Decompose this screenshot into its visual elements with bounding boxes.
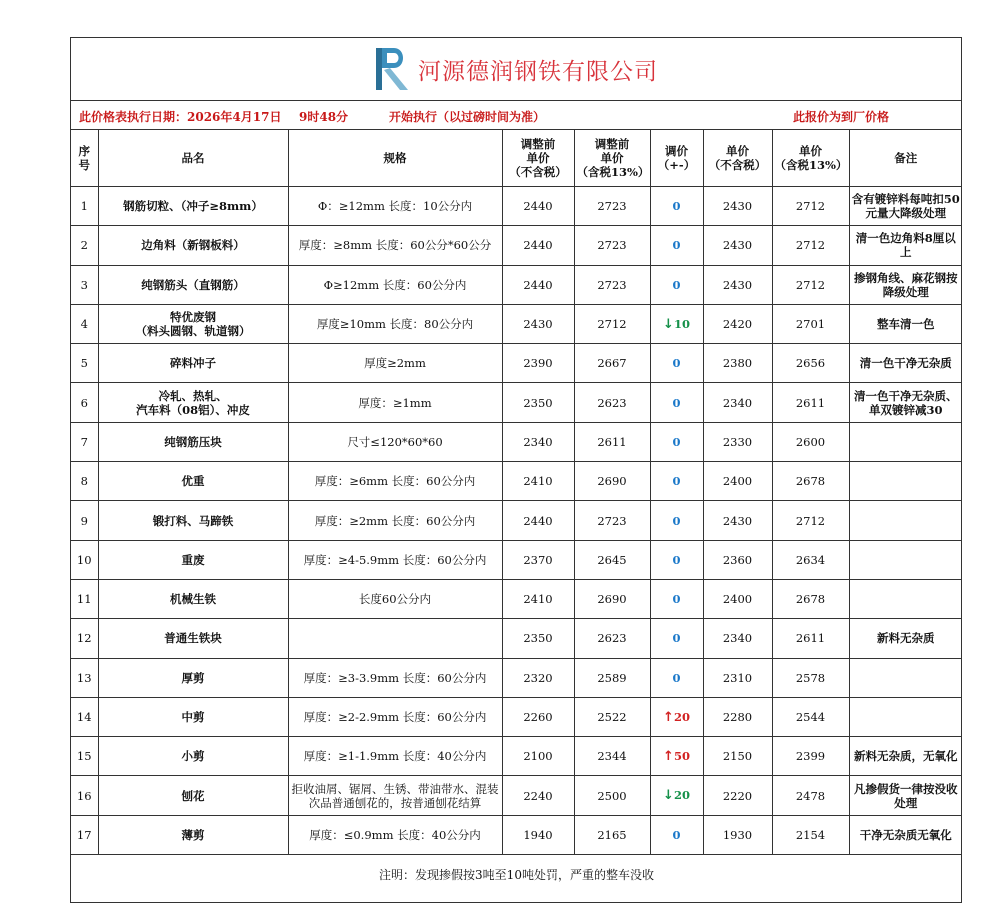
cell-adj: 0 — [650, 540, 703, 579]
col-header-pre-in: 调整前 单价 （含税13%） — [574, 130, 650, 187]
cell-seq: 4 — [71, 304, 98, 343]
cell-price-ex: 2400 — [703, 579, 772, 618]
cell-name: 普通生铁块 — [98, 619, 288, 658]
adj-value: 20 — [673, 709, 690, 724]
cell-adj: 0 — [650, 383, 703, 422]
table-row — [71, 344, 962, 383]
cell-price-in: 2678 — [772, 579, 849, 618]
cell-price-ex: 2430 — [703, 501, 772, 540]
cell-price-ex: 2380 — [703, 344, 772, 383]
cell-name: 冷轧、热轧、 汽车料（08铝）、冲皮 — [98, 383, 288, 422]
cell-spec: 厚度≥2mm — [288, 344, 502, 383]
cell-adj: 0 — [650, 501, 703, 540]
cell-remark — [849, 579, 962, 618]
table-row — [71, 697, 962, 736]
table-row — [71, 383, 962, 422]
cell-remark: 整车清一色 — [849, 304, 962, 343]
cell-adj: 0 — [650, 344, 703, 383]
cell-seq: 11 — [71, 579, 98, 618]
price-basis-note: 此报价为到厂价格 — [793, 110, 890, 124]
cell-adj — [650, 304, 703, 343]
col-header-adj: 调价 （+-） — [650, 130, 703, 187]
cell-pre-ex: 2410 — [502, 579, 574, 618]
adj-value: 20 — [673, 788, 690, 803]
col-header-price-ex: 单价 （不含税） — [703, 130, 772, 187]
cell-name: 优重 — [98, 462, 288, 501]
table-header-row — [71, 130, 962, 187]
cell-price-in: 2611 — [772, 619, 849, 658]
cell-adj: 0 — [650, 462, 703, 501]
cell-pre-ex: 2100 — [502, 737, 574, 776]
cell-price-ex: 2150 — [703, 737, 772, 776]
table-row — [71, 658, 962, 697]
cell-price-in: 2712 — [772, 501, 849, 540]
effective-time: 9时48分 — [299, 110, 349, 124]
cell-pre-in: 2712 — [574, 304, 650, 343]
footer-note: 注明：发现掺假按3吨至10吨处罚，严重的整车没收 — [71, 855, 962, 896]
cell-price-in: 2656 — [772, 344, 849, 383]
cell-price-ex: 2340 — [703, 383, 772, 422]
cell-pre-ex: 2440 — [502, 226, 574, 265]
cell-pre-ex: 2430 — [502, 304, 574, 343]
execution-note: 开始执行（以过磅时间为准） — [389, 110, 546, 124]
price-table — [71, 130, 962, 895]
cell-pre-ex: 2240 — [502, 776, 574, 815]
table-row — [71, 540, 962, 579]
cell-pre-ex: 2350 — [502, 619, 574, 658]
effective-date: 此价格表执行日期：2026年4月17日 — [79, 110, 282, 124]
table-row — [71, 619, 962, 658]
cell-name: 机械生铁 — [98, 579, 288, 618]
cell-remark: 清一色干净无杂质 — [849, 344, 962, 383]
cell-adj: 0 — [650, 265, 703, 304]
cell-spec: 厚度：≥1mm — [288, 383, 502, 422]
cell-pre-ex: 2320 — [502, 658, 574, 697]
table-row — [71, 776, 962, 815]
cell-price-in: 2712 — [772, 226, 849, 265]
cell-pre-ex: 2440 — [502, 187, 574, 226]
cell-name: 厚剪 — [98, 658, 288, 697]
cell-price-ex: 2340 — [703, 619, 772, 658]
cell-adj: 0 — [650, 815, 703, 854]
cell-remark: 新料无杂质 — [849, 619, 962, 658]
cell-spec: 厚度：≤0.9mm 长度：40公分内 — [288, 815, 502, 854]
cell-remark: 干净无杂质无氧化 — [849, 815, 962, 854]
cell-adj: 0 — [650, 619, 703, 658]
cell-spec: 长度60公分内 — [288, 579, 502, 618]
cell-seq: 8 — [71, 462, 98, 501]
price-sheet — [70, 37, 962, 903]
cell-price-in: 2578 — [772, 658, 849, 697]
cell-pre-in: 2667 — [574, 344, 650, 383]
cell-spec: 尺寸≤120*60*60 — [288, 422, 502, 461]
cell-pre-in: 2522 — [574, 697, 650, 736]
cell-spec: 厚度：≥2mm 长度：60公分内 — [288, 501, 502, 540]
cell-pre-ex: 2390 — [502, 344, 574, 383]
cell-name: 锻打料、马蹄铁 — [98, 501, 288, 540]
arrow-down-icon: ↓ — [663, 316, 674, 332]
cell-price-ex: 2430 — [703, 265, 772, 304]
cell-price-ex: 2330 — [703, 422, 772, 461]
cell-pre-in: 2344 — [574, 737, 650, 776]
col-header-spec: 规格 — [288, 130, 502, 187]
table-row — [71, 737, 962, 776]
cell-name: 纯钢筋压块 — [98, 422, 288, 461]
col-header-price-in: 单价 （含税13%） — [772, 130, 849, 187]
col-header-name: 品名 — [98, 130, 288, 187]
table-row — [71, 462, 962, 501]
footer-row — [71, 855, 962, 896]
cell-spec — [288, 619, 502, 658]
cell-seq: 7 — [71, 422, 98, 461]
cell-price-in: 2600 — [772, 422, 849, 461]
cell-price-in: 2611 — [772, 383, 849, 422]
arrow-down-icon: ↓ — [663, 788, 674, 804]
cell-spec: 厚度：≥1-1.9mm 长度：40公分内 — [288, 737, 502, 776]
cell-pre-in: 2611 — [574, 422, 650, 461]
cell-spec: 厚度：≥3-3.9mm 长度：60公分内 — [288, 658, 502, 697]
cell-price-ex: 2400 — [703, 462, 772, 501]
cell-name: 特优废钢 （料头圆钢、轨道钢） — [98, 304, 288, 343]
cell-seq: 16 — [71, 776, 98, 815]
cell-name: 薄剪 — [98, 815, 288, 854]
table-row — [71, 304, 962, 343]
cell-seq: 5 — [71, 344, 98, 383]
cell-name: 碎料冲子 — [98, 344, 288, 383]
cell-name: 小剪 — [98, 737, 288, 776]
cell-price-ex: 2360 — [703, 540, 772, 579]
cell-price-in: 2712 — [772, 265, 849, 304]
cell-name: 刨花 — [98, 776, 288, 815]
cell-seq: 14 — [71, 697, 98, 736]
cell-remark: 新料无杂质，无氧化 — [849, 737, 962, 776]
date-line — [71, 101, 961, 130]
company-r-logo-icon — [374, 46, 410, 92]
cell-pre-in: 2723 — [574, 187, 650, 226]
arrow-up-icon: ↑ — [663, 709, 674, 725]
cell-price-ex: 2280 — [703, 697, 772, 736]
cell-pre-ex: 2440 — [502, 501, 574, 540]
cell-adj: 0 — [650, 226, 703, 265]
cell-name: 纯钢筋头（直钢筋） — [98, 265, 288, 304]
cell-remark: 含有镀锌料每吨扣50元量大降级处理 — [849, 187, 962, 226]
cell-remark — [849, 658, 962, 697]
cell-seq: 6 — [71, 383, 98, 422]
cell-name: 边角料（新钢板料） — [98, 226, 288, 265]
cell-seq: 17 — [71, 815, 98, 854]
cell-seq: 3 — [71, 265, 98, 304]
cell-price-in: 2678 — [772, 462, 849, 501]
cell-remark — [849, 422, 962, 461]
cell-price-ex: 1930 — [703, 815, 772, 854]
cell-pre-in: 2690 — [574, 462, 650, 501]
cell-pre-ex: 2350 — [502, 383, 574, 422]
company-name: 河源德润钢铁有限公司 — [418, 58, 658, 85]
cell-remark: 凡掺假货一律按没收处理 — [849, 776, 962, 815]
cell-spec: 拒收油屑、锯屑、生锈、带油带水、混装次品普通刨花的，按普通刨花结算 — [288, 776, 502, 815]
cell-pre-in: 2645 — [574, 540, 650, 579]
cell-seq: 9 — [71, 501, 98, 540]
cell-spec: 厚度：≥6mm 长度：60公分内 — [288, 462, 502, 501]
cell-pre-ex: 2440 — [502, 265, 574, 304]
cell-seq: 2 — [71, 226, 98, 265]
cell-spec: Φ：≥12mm 长度：10公分内 — [288, 187, 502, 226]
cell-remark — [849, 697, 962, 736]
cell-seq: 15 — [71, 737, 98, 776]
table-row — [71, 226, 962, 265]
table-row — [71, 815, 962, 854]
table-row — [71, 187, 962, 226]
company-brand — [374, 46, 658, 92]
cell-name: 钢筋切粒、（冲子≥8mm） — [98, 187, 288, 226]
table-row — [71, 422, 962, 461]
cell-price-in: 2154 — [772, 815, 849, 854]
cell-price-ex: 2430 — [703, 187, 772, 226]
cell-price-in: 2712 — [772, 187, 849, 226]
cell-pre-in: 2623 — [574, 619, 650, 658]
col-header-pre-ex: 调整前 单价 （不含税） — [502, 130, 574, 187]
cell-adj — [650, 737, 703, 776]
cell-pre-in: 2165 — [574, 815, 650, 854]
col-header-seq: 序 号 — [71, 130, 98, 187]
cell-price-in: 2634 — [772, 540, 849, 579]
cell-pre-in: 2723 — [574, 501, 650, 540]
cell-spec: 厚度：≥4-5.9mm 长度：60公分内 — [288, 540, 502, 579]
cell-pre-in: 2723 — [574, 265, 650, 304]
cell-adj: 0 — [650, 422, 703, 461]
cell-pre-ex: 2340 — [502, 422, 574, 461]
col-header-remark: 备注 — [849, 130, 962, 187]
cell-price-ex: 2420 — [703, 304, 772, 343]
cell-price-in: 2399 — [772, 737, 849, 776]
cell-spec: 厚度：≥8mm 长度：60公分*60公分 — [288, 226, 502, 265]
cell-spec: 厚度：≥2-2.9mm 长度：60公分内 — [288, 697, 502, 736]
cell-spec: 厚度≥10mm 长度：80公分内 — [288, 304, 502, 343]
cell-adj — [650, 776, 703, 815]
cell-seq: 12 — [71, 619, 98, 658]
cell-remark — [849, 540, 962, 579]
cell-remark: 清一色干净无杂质、单双镀锌减30 — [849, 383, 962, 422]
cell-pre-ex: 2260 — [502, 697, 574, 736]
cell-adj — [650, 697, 703, 736]
cell-name: 中剪 — [98, 697, 288, 736]
cell-adj: 0 — [650, 187, 703, 226]
cell-pre-in: 2723 — [574, 226, 650, 265]
cell-remark: 掺钢角线、麻花钢按降级处理 — [849, 265, 962, 304]
cell-pre-in: 2500 — [574, 776, 650, 815]
cell-price-in: 2544 — [772, 697, 849, 736]
cell-name: 重废 — [98, 540, 288, 579]
cell-adj: 0 — [650, 658, 703, 697]
cell-pre-ex: 1940 — [502, 815, 574, 854]
cell-adj: 0 — [650, 579, 703, 618]
cell-price-in: 2478 — [772, 776, 849, 815]
cell-pre-in: 2690 — [574, 579, 650, 618]
adj-value: 10 — [673, 316, 690, 331]
sheet-header — [71, 38, 961, 101]
arrow-up-icon: ↑ — [663, 748, 674, 764]
cell-price-ex: 2430 — [703, 226, 772, 265]
cell-remark — [849, 462, 962, 501]
table-row — [71, 501, 962, 540]
cell-pre-ex: 2370 — [502, 540, 574, 579]
cell-price-ex: 2310 — [703, 658, 772, 697]
adj-value: 50 — [673, 748, 690, 763]
cell-remark — [849, 501, 962, 540]
cell-pre-in: 2589 — [574, 658, 650, 697]
cell-pre-ex: 2410 — [502, 462, 574, 501]
cell-price-ex: 2220 — [703, 776, 772, 815]
cell-seq: 13 — [71, 658, 98, 697]
cell-seq: 1 — [71, 187, 98, 226]
cell-spec: Φ≥12mm 长度：60公分内 — [288, 265, 502, 304]
cell-seq: 10 — [71, 540, 98, 579]
table-row — [71, 579, 962, 618]
table-row — [71, 265, 962, 304]
cell-pre-in: 2623 — [574, 383, 650, 422]
cell-price-in: 2701 — [772, 304, 849, 343]
cell-remark: 清一色边角料8厘以上 — [849, 226, 962, 265]
